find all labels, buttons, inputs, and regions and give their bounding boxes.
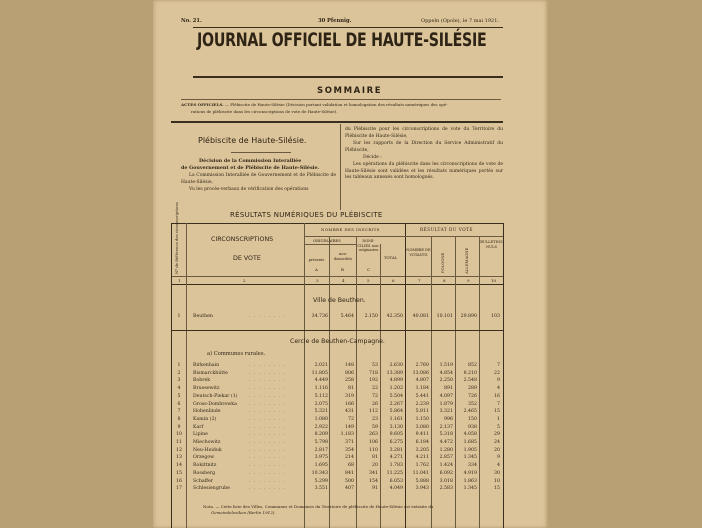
cell-allemagne: 1.345 bbox=[463, 486, 477, 492]
decide-text: Décide : bbox=[363, 155, 382, 160]
cell-total: 1.161 bbox=[389, 416, 403, 422]
cell-b: 72 bbox=[348, 416, 354, 422]
table-row bbox=[153, 393, 548, 401]
cell-c: 341 bbox=[369, 470, 378, 476]
table-row bbox=[153, 431, 548, 439]
cell-c: 59 bbox=[372, 424, 378, 430]
cell-name: Deutsch-Piekar (1) bbox=[193, 393, 238, 399]
table-top-rule bbox=[171, 223, 503, 224]
cell-b: 1.183 bbox=[340, 432, 354, 438]
cell-a: 10.343 bbox=[311, 470, 328, 476]
cell-b: 841 bbox=[345, 470, 354, 476]
cell-no: 10 bbox=[176, 432, 182, 438]
cell-a: 8.209 bbox=[314, 432, 328, 438]
cell-c: 154 bbox=[369, 478, 378, 484]
cell-pologne: 4.854 bbox=[439, 370, 453, 376]
leader-dots: . . . . . . . . bbox=[249, 455, 287, 461]
cell-a: 5.299 bbox=[314, 478, 328, 484]
cell-votants: 40.081 bbox=[412, 314, 429, 319]
cell-no: 16 bbox=[176, 478, 182, 484]
issue-number: No. 21. bbox=[181, 18, 202, 24]
leader-dots: . . . . . . . . bbox=[249, 463, 287, 469]
cell-nuls: 9 bbox=[497, 455, 500, 461]
cell-allemagne: 726 bbox=[468, 393, 477, 399]
journal-title: JOURNAL OFFICIEL DE HAUTE-SILÉSIE bbox=[197, 29, 487, 51]
decision-line-2: de Gouvernement et de Plébiscite de Haute-Silésie. bbox=[181, 165, 320, 171]
cell-pologne: 3.018 bbox=[439, 478, 453, 484]
cell-votants: 2.239 bbox=[415, 401, 429, 407]
cell-nuls: 16 bbox=[494, 393, 500, 399]
cell-votants: 6.184 bbox=[415, 440, 429, 445]
cell-pologne: 3.321 bbox=[439, 409, 453, 415]
header-a: A bbox=[315, 267, 318, 272]
cell-votants: 3.205 bbox=[415, 447, 429, 453]
cell-b: 166 bbox=[345, 401, 354, 407]
leader-dots: . . . . . . . . bbox=[249, 424, 287, 430]
cell-no: 14 bbox=[176, 463, 182, 469]
header-non-domicilies: non-domiciliés bbox=[333, 252, 353, 261]
cell-allemagne: 1.863 bbox=[463, 478, 477, 484]
cell-nuls: 4 bbox=[497, 463, 500, 469]
cell-total: 6.053 bbox=[389, 478, 403, 484]
cell-no: 5 bbox=[177, 393, 181, 399]
cell-pologne: 996 bbox=[444, 416, 453, 422]
column-number: 5 bbox=[367, 278, 370, 283]
cell-c: 91 bbox=[372, 486, 378, 492]
cell-c: 26 bbox=[372, 401, 378, 407]
table-row bbox=[153, 362, 548, 370]
table-row bbox=[153, 424, 548, 432]
cell-c: 263 bbox=[369, 432, 378, 438]
cell-no: 17 bbox=[176, 486, 182, 492]
column-number: 9 bbox=[467, 278, 470, 283]
cell-pologne: 4.097 bbox=[439, 393, 453, 399]
leader-dots: . . . . . . . . bbox=[249, 478, 287, 484]
cell-b: 319 bbox=[345, 393, 354, 399]
header-ref-number: Nº de Référence des circonscriptions bbox=[174, 202, 179, 274]
cell-nuls: 103 bbox=[491, 314, 500, 319]
cell-b: 214 bbox=[345, 455, 354, 461]
cell-c: 20 bbox=[372, 463, 378, 469]
cell-total: 3.281 bbox=[389, 447, 403, 453]
cell-total: 1.202 bbox=[389, 386, 403, 392]
cell-pologne: 2.250 bbox=[439, 378, 453, 384]
cell-nuls: 15 bbox=[494, 486, 500, 492]
column-number: 3 bbox=[316, 278, 319, 283]
cell-name: Rokittnitz bbox=[193, 463, 217, 469]
table-row bbox=[153, 470, 548, 478]
colnum-bottom-rule bbox=[171, 284, 503, 285]
column-number: 4 bbox=[342, 278, 345, 283]
cell-no: 4 bbox=[177, 386, 181, 392]
cell-c: 22 bbox=[372, 386, 378, 392]
column-number: 6 bbox=[392, 278, 395, 283]
cell-a: 2.817 bbox=[314, 447, 328, 453]
cell-allemagne: 4.058 bbox=[463, 432, 477, 438]
table-row bbox=[153, 370, 548, 378]
decision-line-1: Décision de la Commission Interalliée bbox=[199, 158, 302, 164]
cell-nuls: 24 bbox=[494, 440, 500, 445]
cell-c: 718 bbox=[369, 370, 378, 376]
cell-pologne: 6.092 bbox=[439, 470, 453, 476]
cell-b: 81 bbox=[348, 386, 354, 392]
cell-a: 2.021 bbox=[314, 363, 328, 368]
cell-a: 5.798 bbox=[314, 440, 328, 445]
cell-a: 4.449 bbox=[314, 378, 328, 384]
cell-total: 6.275 bbox=[389, 440, 403, 445]
cell-name: Kamin (2) bbox=[193, 416, 217, 422]
leader-dots: . . . . . . . . bbox=[249, 363, 287, 368]
table-row bbox=[153, 439, 548, 447]
cell-votants: 5.811 bbox=[415, 409, 429, 415]
header-total: TOTAL bbox=[384, 255, 398, 260]
cell-nuls: 4 bbox=[497, 386, 500, 392]
cell-nuls: 22 bbox=[494, 370, 500, 376]
cell-a: 34.736 bbox=[311, 314, 328, 319]
cell-a: 2.922 bbox=[314, 424, 328, 430]
cell-name: Orzegow bbox=[193, 455, 215, 461]
leader-dots: . . . . . . . . bbox=[249, 314, 287, 319]
cell-allemagne: 2.465 bbox=[463, 409, 477, 415]
cell-a: 5.321 bbox=[314, 409, 328, 415]
table-row bbox=[153, 416, 548, 424]
cell-b: 258 bbox=[345, 378, 354, 384]
cell-pologne: 1.519 bbox=[439, 363, 453, 368]
cell-no: 3 bbox=[177, 378, 181, 384]
cell-votants: 4.807 bbox=[415, 378, 429, 384]
cell-pologne: 10.101 bbox=[436, 314, 453, 319]
cell-a: 11.805 bbox=[311, 370, 328, 376]
cell-allemagne: 852 bbox=[468, 363, 477, 368]
leader-dots: . . . . . . . . bbox=[249, 447, 287, 453]
cell-name: Bruesewitz bbox=[193, 386, 220, 392]
right-paragraph-2: Sur les rapports de la Direction du Service Administratif du Plébiscite, bbox=[345, 141, 503, 153]
cell-b: 148 bbox=[345, 363, 354, 368]
cell-total: 9.605 bbox=[389, 432, 403, 438]
cell-a: 2.075 bbox=[314, 401, 328, 407]
cell-votants: 11.041 bbox=[412, 470, 429, 476]
cell-pologne: 1.879 bbox=[439, 401, 453, 407]
cell-a: 5.112 bbox=[314, 393, 328, 399]
cell-no: 7 bbox=[177, 409, 181, 415]
leader-dots: . . . . . . . . bbox=[249, 386, 287, 392]
cell-c: 112 bbox=[369, 409, 378, 415]
cell-total: 3.130 bbox=[389, 424, 403, 430]
cell-c: 81 bbox=[372, 455, 378, 461]
cell-total: 2.630 bbox=[389, 363, 403, 368]
cell-votants: 5.888 bbox=[415, 478, 429, 484]
cell-name: Gross-Dombrowka bbox=[193, 401, 237, 407]
cell-a: 1.116 bbox=[314, 386, 328, 392]
cell-pologne: 4.472 bbox=[439, 440, 453, 445]
cell-a: 1.695 bbox=[314, 463, 328, 469]
table-row bbox=[153, 454, 548, 462]
cell-b: 407 bbox=[345, 486, 354, 492]
cell-votants: 1.150 bbox=[415, 416, 429, 422]
note-line-1: Nota. — Cette liste des Villes, Communes et Domaines du Territoire de plébiscite de Haute-Silésie est extraite du bbox=[203, 504, 434, 509]
cell-nuls: 5 bbox=[497, 424, 500, 430]
cell-votants: 3.943 bbox=[415, 486, 429, 492]
leader-dots: . . . . . . . . bbox=[249, 393, 287, 399]
cell-pologne: 1.280 bbox=[439, 447, 453, 453]
table-row bbox=[153, 385, 548, 393]
cell-name: Beuthen bbox=[193, 314, 213, 319]
cell-votants: 3.080 bbox=[415, 424, 429, 430]
header-c: C bbox=[367, 267, 371, 272]
leader-dots: . . . . . . . . bbox=[249, 486, 287, 492]
left-paragraph-1: La Commission Interalliée de Gouvernement et de Plébiscite de Haute-Silésie, bbox=[181, 173, 336, 185]
cell-votants: 4.211 bbox=[415, 455, 429, 461]
cell-no: 8 bbox=[177, 416, 181, 422]
cell-name: Karf bbox=[193, 424, 204, 430]
section-rule bbox=[171, 121, 503, 123]
ville-title: Ville de Beuthen. bbox=[313, 297, 366, 304]
table-row bbox=[153, 478, 548, 486]
document-page bbox=[153, 0, 548, 528]
right-paragraph-1: du Plébiscite pour les circonscriptions de vote du Territoire du Plébiscite de Haute-Silésie, bbox=[345, 127, 503, 139]
leader-dots: . . . . . . . . bbox=[249, 409, 287, 415]
cell-pologne: 5.318 bbox=[439, 432, 453, 438]
cell-nuls: 1 bbox=[497, 416, 500, 422]
column-divider bbox=[340, 124, 341, 210]
cell-b: 354 bbox=[345, 447, 354, 453]
cell-total: 4.049 bbox=[389, 486, 403, 492]
table-row bbox=[153, 408, 548, 416]
cell-total: 13.389 bbox=[386, 370, 403, 376]
cell-no: 2 bbox=[177, 370, 181, 376]
table-row bbox=[153, 401, 548, 409]
cell-name: Hohenlinde bbox=[193, 409, 221, 415]
cell-c: 106 bbox=[369, 440, 378, 445]
heading-rule bbox=[231, 152, 291, 153]
cell-pologne: 1.424 bbox=[439, 463, 453, 469]
cell-no: 11 bbox=[176, 440, 182, 445]
cell-nuls: 9 bbox=[497, 378, 500, 384]
cell-total: 11.225 bbox=[386, 470, 403, 476]
cell-name: Schlesiengrube bbox=[193, 486, 230, 492]
cell-total: 5.504 bbox=[389, 393, 403, 399]
cell-c: 23 bbox=[372, 416, 378, 422]
cell-total: 1.783 bbox=[389, 463, 403, 469]
cell-c: 110 bbox=[369, 447, 378, 453]
cell-a: 3.551 bbox=[314, 486, 328, 492]
cell-nuls: 7 bbox=[497, 363, 500, 368]
sommaire-rule bbox=[181, 99, 501, 100]
cell-b: 149 bbox=[345, 424, 354, 430]
cell-c: 192 bbox=[369, 378, 378, 384]
cell-no: 9 bbox=[177, 424, 181, 430]
cell-a: 3.975 bbox=[314, 455, 328, 461]
leader-dots: . . . . . . . . bbox=[249, 378, 287, 384]
cell-allemagne: 1.345 bbox=[463, 455, 477, 461]
cell-allemagne: 938 bbox=[468, 424, 477, 430]
cell-name: Lipine bbox=[193, 432, 208, 438]
cell-total: 2.267 bbox=[389, 401, 403, 407]
cell-name: Bismarckhütte bbox=[193, 370, 228, 376]
header-votants: NOMBRE DE VOTANTS bbox=[406, 248, 431, 257]
cell-nuls: 29 bbox=[494, 432, 500, 438]
cell-b: 806 bbox=[345, 370, 354, 376]
cell-pologne: 891 bbox=[444, 386, 453, 392]
cell-no: 15 bbox=[176, 470, 182, 476]
cell-votants: 9.411 bbox=[415, 432, 429, 438]
cell-allemagne: 150 bbox=[468, 416, 477, 422]
cell-total: 4.899 bbox=[389, 378, 403, 384]
header-de-vote: DE VOTE bbox=[233, 255, 261, 262]
header-subrule bbox=[304, 236, 503, 237]
leader-dots: . . . . . . . . bbox=[249, 432, 287, 438]
sommaire-heading: SOMMAIRE bbox=[317, 86, 383, 96]
title-rule-top bbox=[193, 27, 503, 28]
cell-pologne: 2.857 bbox=[439, 455, 453, 461]
column-number: 8 bbox=[443, 278, 446, 283]
cell-votants: 1.762 bbox=[415, 463, 429, 469]
cell-name: Birkenhain bbox=[193, 363, 220, 368]
cell-allemagne: 4.919 bbox=[463, 470, 477, 476]
cell-b: 431 bbox=[345, 409, 354, 415]
cell-b: 500 bbox=[345, 478, 354, 484]
cell-pologne: 2.583 bbox=[439, 486, 453, 492]
header-bulletins-nuls: BULLETINS NULS bbox=[480, 240, 503, 249]
cell-nuls: 10 bbox=[494, 478, 500, 484]
table-row bbox=[153, 485, 548, 493]
right-paragraph-3: Les opérations du plébiscite dans les circonscriptions de vote de Haute-Silésie sont validées et les résultats numériques portés sur les tableaux annexés sont homologués. bbox=[345, 162, 503, 181]
header-domicilies: DOMI-CILIÉS non-originaires bbox=[357, 239, 380, 253]
header-originaires: ORIGINAIRES bbox=[313, 238, 341, 243]
header-presents: présents bbox=[308, 258, 325, 262]
cell-name: Bobrek bbox=[193, 378, 211, 384]
cell-name: Schaffer bbox=[193, 478, 213, 484]
cell-nuls: 15 bbox=[494, 409, 500, 415]
sommaire-line-1 bbox=[181, 103, 448, 107]
ville-rule bbox=[171, 330, 503, 331]
sommaire-text-1: — Plébiscite de Haute-Silésie (Décision portant validation et homologation des résultats numériques des opé- bbox=[223, 102, 448, 107]
cell-total: 4.271 bbox=[389, 455, 403, 461]
cell-total: 42.350 bbox=[386, 314, 403, 319]
cell-nuls: 30 bbox=[494, 470, 500, 476]
cell-name: Rossberg bbox=[193, 470, 216, 476]
title-rule-bottom bbox=[193, 76, 503, 78]
cell-c: 2.150 bbox=[364, 314, 378, 319]
header-b: B bbox=[341, 267, 344, 272]
left-paragraph-2: Vu les procès-verbaux de vérification des opérations bbox=[189, 187, 309, 192]
issue-price: 30 Pfennig. bbox=[318, 18, 352, 24]
colnum-top-rule bbox=[171, 276, 503, 277]
cell-allemagne: 352 bbox=[468, 401, 477, 407]
cell-b: 68 bbox=[348, 463, 354, 469]
column-number: 7 bbox=[418, 278, 421, 283]
plebiscite-heading: Plébiscite de Haute-Silésie. bbox=[198, 136, 307, 145]
cell-a: 1.080 bbox=[314, 416, 328, 422]
communes-title: a) Communes rurales. bbox=[207, 351, 266, 357]
header-pologne: POLOGNE bbox=[440, 252, 445, 273]
cell-nuls: 20 bbox=[494, 447, 500, 453]
cell-pologne: 2.137 bbox=[439, 424, 453, 430]
cell-votants: 5.441 bbox=[415, 393, 429, 399]
column-number: 2 bbox=[243, 278, 246, 283]
header-circonscriptions: CIRCONSCRIPTIONS bbox=[211, 236, 274, 243]
note-line-2: Gemeindelexikon (Berlin 1912). bbox=[211, 510, 276, 515]
cell-b: 371 bbox=[345, 440, 354, 445]
cell-no: 12 bbox=[176, 447, 182, 453]
cell-no: 1 bbox=[177, 314, 181, 319]
leader-dots: . . . . . . . . bbox=[249, 370, 287, 376]
cell-allemagne: 8.210 bbox=[463, 370, 477, 376]
cell-votants: 2.760 bbox=[415, 363, 429, 368]
cell-no: 13 bbox=[176, 455, 182, 461]
cell-c: 72 bbox=[372, 393, 378, 399]
cercle-title: Cercle de Beuthen-Campagne. bbox=[290, 338, 385, 345]
table-title: RÉSULTATS NUMÉRIQUES DU PLÉBISCITE bbox=[230, 211, 383, 219]
cell-allemagne: 29.890 bbox=[460, 314, 477, 319]
column-number: 1 bbox=[178, 278, 181, 283]
leader-dots: . . . . . . . . bbox=[249, 470, 287, 476]
cell-c: 53 bbox=[372, 363, 378, 368]
cell-allemagne: 289 bbox=[468, 386, 477, 392]
cell-name: Neu-Heiduk bbox=[193, 447, 222, 453]
cell-total: 5.864 bbox=[389, 409, 403, 415]
cell-votants: 1.184 bbox=[415, 386, 429, 392]
cell-allemagne: 1.905 bbox=[463, 447, 477, 453]
header-allemagne: ALLEMAGNE bbox=[464, 247, 469, 274]
cell-name: Miechowitz bbox=[193, 440, 221, 445]
place-date: Oppeln (Opole), le 7 mai 1921. bbox=[421, 18, 499, 24]
table-row bbox=[153, 447, 548, 455]
leader-dots: . . . . . . . . bbox=[249, 440, 287, 445]
header-resultat: RÉSULTAT DU VOTE bbox=[420, 227, 473, 232]
cell-allemagne: 2.548 bbox=[463, 378, 477, 384]
originaires-rule bbox=[304, 244, 356, 245]
sommaire-label: ACTES OFFICIELS. bbox=[181, 102, 224, 107]
cell-no: 6 bbox=[177, 401, 181, 407]
cell-no: 1 bbox=[177, 363, 181, 368]
sommaire-line-2: rations de plébiscite dans les circonscriptions de vote de Haute-Silésie). bbox=[191, 109, 338, 114]
cell-b: 5.464 bbox=[340, 314, 354, 319]
cell-allemagne: 334 bbox=[468, 463, 477, 469]
cell-votants: 13.086 bbox=[412, 370, 429, 376]
table-row bbox=[153, 313, 548, 321]
table-row bbox=[153, 377, 548, 385]
column-number: 10 bbox=[491, 278, 497, 283]
header-nombre-inscrits: NOMBRE DES INSCRITS bbox=[321, 227, 380, 232]
cell-allemagne: 1.685 bbox=[463, 440, 477, 445]
table-row bbox=[153, 462, 548, 470]
leader-dots: . . . . . . . . bbox=[249, 416, 287, 422]
leader-dots: . . . . . . . . bbox=[249, 401, 287, 407]
cell-nuls: 7 bbox=[497, 401, 500, 407]
